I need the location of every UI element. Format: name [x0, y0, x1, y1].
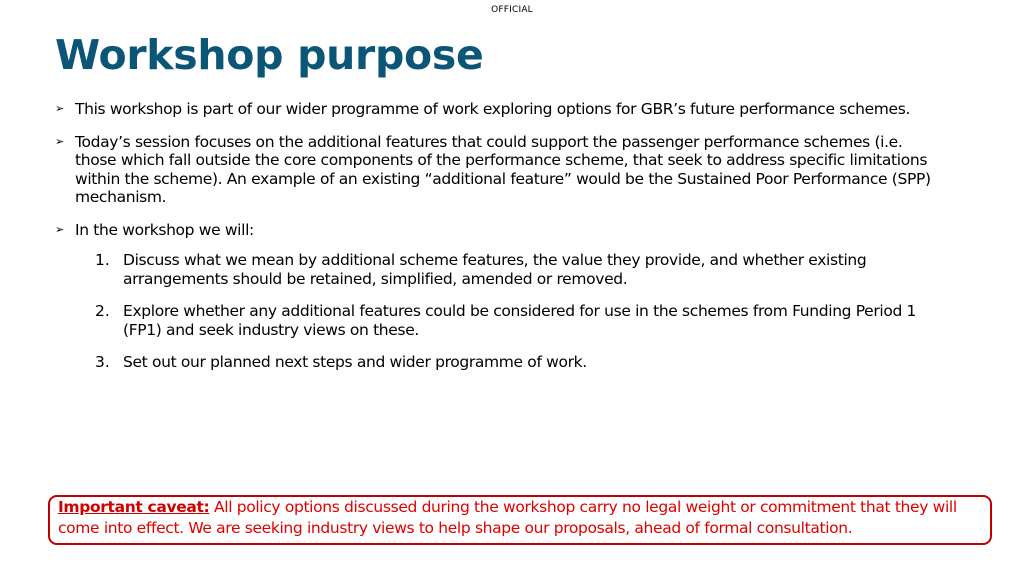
bullet-text: In the workshop we will:: [75, 220, 254, 239]
arrowhead-bullet-icon: ➢: [55, 102, 65, 115]
numbered-item: [95, 353, 940, 372]
caveat-label: Important caveat:: [58, 498, 210, 516]
item-text: Explore whether any additional features could be considered for use in the schemes from Funding Period 1 (FP1) and seek industry views on these.: [123, 302, 917, 339]
classification-marking: OFFICIAL: [491, 5, 533, 15]
bullet-text: This workshop is part of our wider programme of work exploring options for GBR’s future performance schemes.: [75, 100, 911, 118]
caveat-box: [48, 495, 992, 545]
arrowhead-bullet-icon: ➢: [55, 134, 65, 148]
item-text: Set out our planned next steps and wider programme of work.: [123, 353, 587, 371]
bullet-item: [55, 100, 940, 119]
caveat-text: All policy options discussed during the workshop carry no legal weight or commitment that they will come into effect. We are seeking industry views to help shape our proposals, ahead of formal consultation.: [58, 498, 957, 537]
item-number: 1.: [95, 251, 110, 269]
numbered-item: [95, 251, 940, 288]
item-number: 2.: [95, 302, 110, 320]
item-number: 3.: [95, 353, 110, 371]
numbered-item: [95, 302, 940, 339]
slide-title: Workshop purpose: [55, 31, 484, 79]
item-text: Discuss what we mean by additional scheme features, the value they provide, and whether existing arrangements should be retained, simplified, amended or removed.: [123, 251, 867, 288]
bullet-item: [55, 221, 940, 240]
arrowhead-bullet-icon: ➢: [55, 222, 65, 236]
bullet-item: [55, 133, 940, 207]
numbered-list: [55, 251, 940, 372]
bullet-text: Today’s session focuses on the additional features that could support the passenger performance schemes (i.e. those which fall outside the core components of the performance scheme, that seek to address specific limitations within the scheme). An example of an existing “additional feature” would be the Sustained Poor Performance (SPP) mechanism.: [75, 132, 931, 206]
bullet-list: [55, 100, 940, 386]
